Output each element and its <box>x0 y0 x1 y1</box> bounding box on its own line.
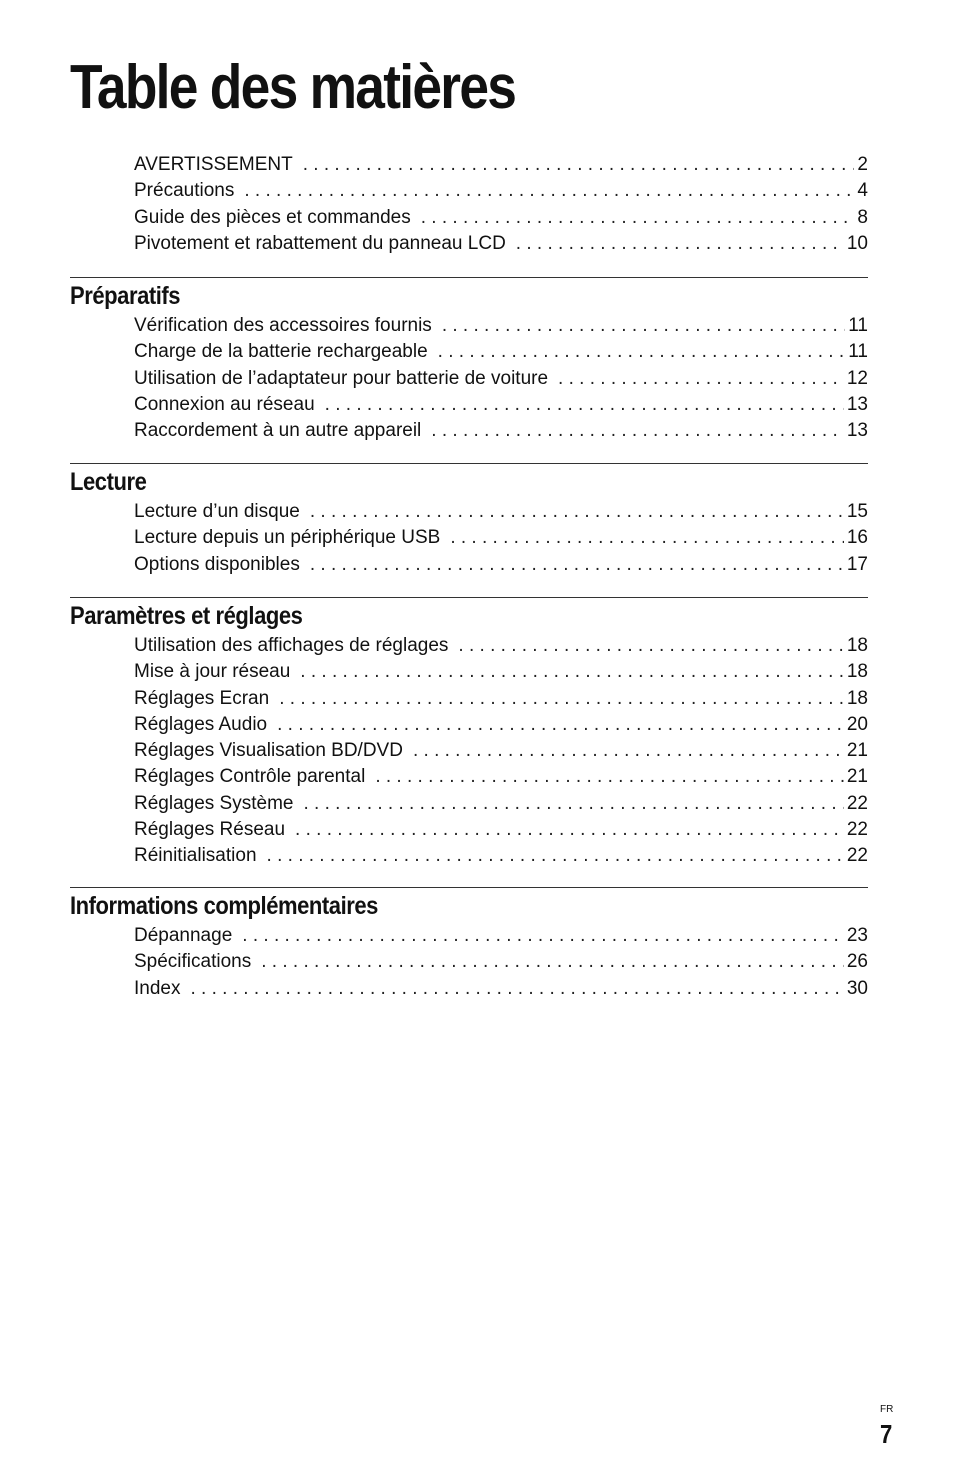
section-divider <box>70 277 868 278</box>
dot-leader <box>244 178 854 204</box>
toc-entry-title: Précautions <box>134 180 235 202</box>
toc-entry[interactable] <box>134 738 868 764</box>
toc-entry-title: Spécifications <box>134 951 252 973</box>
toc-entry[interactable] <box>134 817 868 843</box>
toc-entry-page: 21 <box>846 766 868 788</box>
dot-leader <box>242 923 844 949</box>
toc-entry-page: 17 <box>846 553 868 575</box>
toc-entry[interactable] <box>134 712 868 738</box>
toc-entry-title: Réinitialisation <box>134 845 257 867</box>
section-divider <box>70 887 868 888</box>
toc-entry-page: 10 <box>846 232 868 254</box>
language-tag: FR <box>880 1404 894 1415</box>
toc-entry-page: 15 <box>846 501 868 522</box>
toc-entry-page: 30 <box>846 977 868 999</box>
toc-entry[interactable] <box>134 178 868 204</box>
toc-entry-page: 4 <box>857 180 868 202</box>
toc-entry[interactable] <box>134 552 868 578</box>
toc-entry[interactable] <box>134 231 868 257</box>
toc-entry-title: Guide des pièces et commandes <box>134 206 411 228</box>
toc-entry[interactable] <box>134 525 868 551</box>
dot-leader <box>267 843 844 869</box>
dot-leader <box>421 205 855 231</box>
toc-entry[interactable] <box>134 152 868 178</box>
toc-section-list <box>70 313 868 444</box>
toc-entry-title: Lecture d’un disque <box>134 501 300 522</box>
toc-entry-title: Vérification des accessoires fournis <box>134 315 432 336</box>
toc-entry-page: 26 <box>846 951 868 973</box>
dot-leader <box>450 525 844 551</box>
dot-leader <box>442 313 845 339</box>
toc-entry-page: 11 <box>848 315 868 336</box>
dot-leader <box>300 659 844 685</box>
toc-entry-page: 18 <box>846 687 868 709</box>
toc-entry[interactable] <box>134 764 868 790</box>
toc-entry[interactable] <box>134 313 868 339</box>
toc-entry[interactable] <box>134 949 868 975</box>
toc-section-list <box>70 923 868 1002</box>
toc-intro-list <box>70 152 868 257</box>
toc-entry-title: Pivotement et rabattement du panneau LCD <box>134 232 506 254</box>
toc-entry-page: 12 <box>846 367 868 389</box>
toc-intro-group <box>70 152 868 257</box>
toc-entry-page: 22 <box>846 845 868 867</box>
section-heading: Paramètres et réglages <box>70 602 303 630</box>
dot-leader <box>310 499 844 525</box>
toc-entry-page: 20 <box>846 713 868 735</box>
section-heading: Informations complémentaires <box>70 892 378 920</box>
toc-entry-page: 18 <box>846 661 868 683</box>
dot-leader <box>375 764 844 790</box>
toc-entry[interactable] <box>134 843 868 869</box>
toc-section-list <box>70 499 868 578</box>
toc-section-parametres <box>70 599 868 870</box>
toc-entry[interactable] <box>134 205 868 231</box>
toc-entry-title: Utilisation de l’adaptateur pour batterie de voiture <box>134 367 549 389</box>
toc-entry-title: Utilisation des affichages de réglages <box>134 635 449 656</box>
toc-entry-page: 16 <box>846 527 868 549</box>
toc-section-lecture <box>70 465 868 578</box>
toc-entry[interactable] <box>134 366 868 392</box>
dot-leader <box>558 366 844 392</box>
dot-leader <box>431 418 844 444</box>
toc-entry-title: Charge de la batterie rechargeable <box>134 341 428 363</box>
toc-section-list <box>70 633 868 870</box>
toc-entry-title: Lecture depuis un périphérique USB <box>134 527 441 549</box>
toc-entry-page: 22 <box>846 819 868 841</box>
toc-entry-title: Réglages Contrôle parental <box>134 766 366 788</box>
toc-entry-page: 13 <box>846 393 868 415</box>
toc-entry-title: Raccordement à un autre appareil <box>134 420 422 442</box>
toc-entry-page: 21 <box>846 740 868 762</box>
toc-entry-page: 11 <box>848 341 868 363</box>
toc-entry-title: Réglages Visualisation BD/DVD <box>134 740 403 762</box>
dot-leader <box>413 738 844 764</box>
toc-entry[interactable] <box>134 339 868 365</box>
toc-entry-title: Réglages Ecran <box>134 687 270 709</box>
page-number: 7 <box>880 1419 893 1449</box>
toc-entry-title: AVERTISSEMENT <box>134 154 293 175</box>
toc-entry-page: 8 <box>857 206 868 228</box>
section-heading: Préparatifs <box>70 282 181 310</box>
section-divider <box>70 597 868 598</box>
toc-entry-title: Index <box>134 977 181 999</box>
dot-leader <box>279 686 844 712</box>
toc-entry-title: Mise à jour réseau <box>134 661 291 683</box>
toc-entry-title: Réglages Audio <box>134 713 268 735</box>
dot-leader <box>438 339 846 365</box>
toc-entry[interactable] <box>134 392 868 418</box>
dot-leader <box>303 791 843 817</box>
toc-entry[interactable] <box>134 686 868 712</box>
toc-section-informations <box>70 889 868 1002</box>
toc-entry[interactable] <box>134 791 868 817</box>
section-heading: Lecture <box>70 468 147 496</box>
dot-leader <box>458 633 843 659</box>
toc-entry[interactable] <box>134 923 868 949</box>
dot-leader <box>310 552 844 578</box>
dot-leader <box>261 949 844 975</box>
page-title: Table des matières <box>70 53 516 122</box>
toc-entry-page: 13 <box>846 420 868 442</box>
dot-leader <box>303 152 855 178</box>
toc-entry[interactable] <box>134 976 868 1002</box>
dot-leader <box>277 712 844 738</box>
toc-entry-title: Dépannage <box>134 925 233 946</box>
toc-entry[interactable] <box>134 659 868 685</box>
dot-leader <box>325 392 844 418</box>
toc-entry[interactable] <box>134 418 868 444</box>
dot-leader <box>295 817 844 843</box>
toc-section-preparatifs <box>70 279 868 444</box>
toc-entry-title: Réglages Réseau <box>134 819 286 841</box>
toc-entry-page: 2 <box>857 154 868 175</box>
toc-entry-page: 22 <box>846 792 868 814</box>
toc-entry[interactable] <box>134 499 868 525</box>
toc-entry-page: 23 <box>846 925 868 946</box>
dot-leader <box>516 231 844 257</box>
section-divider <box>70 463 868 464</box>
toc-entry[interactable] <box>134 633 868 659</box>
toc-entry-title: Options disponibles <box>134 553 300 575</box>
toc-entry-page: 18 <box>846 635 868 656</box>
toc-entry-title: Réglages Système <box>134 792 294 814</box>
toc-entry-title: Connexion au réseau <box>134 393 315 415</box>
dot-leader <box>190 976 843 1002</box>
